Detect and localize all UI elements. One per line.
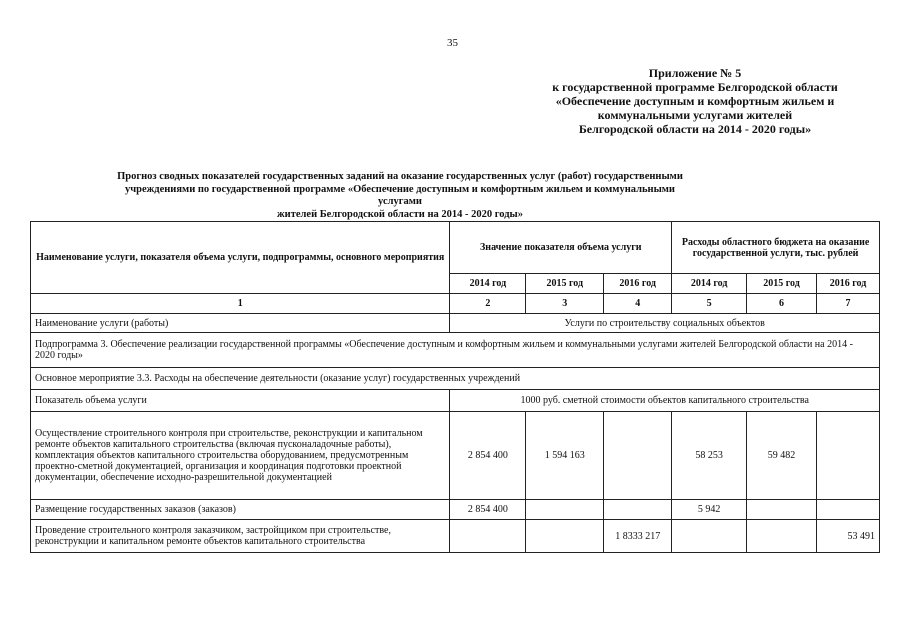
header-year-vol-2016: 2016 год (604, 274, 672, 294)
col-number: 4 (604, 294, 672, 314)
forecast-table (30, 221, 880, 553)
service-label: Наименование услуги (работы) (31, 314, 450, 333)
table-cell-value (817, 412, 880, 500)
table-cell-value (604, 412, 672, 500)
service-value: Услуги по строительству социальных объектов (450, 314, 880, 333)
table-cell-value: 1 594 163 (526, 412, 604, 500)
table-cell-value (747, 520, 817, 553)
table-cell-value: 59 482 (747, 412, 817, 500)
header-year-exp-2015: 2015 год (747, 274, 817, 294)
title-line-1: Прогноз сводных показателей государственных заданий на оказание государственных услуг (работ) государственными (117, 171, 683, 182)
appendix-block (525, 66, 865, 136)
header-name: Наименование услуги, показателя объема услуги, подпрограммы, основного мероприятия (31, 222, 450, 294)
document-title (110, 171, 690, 221)
col-number: 1 (31, 294, 450, 314)
table-cell-value (526, 500, 604, 520)
table-cell-value (604, 500, 672, 520)
page-number: 35 (447, 37, 458, 49)
col-number: 7 (817, 294, 880, 314)
table-cell-value: 2 854 400 (450, 412, 526, 500)
table-cell-value (526, 520, 604, 553)
header-volume: Значение показателя объема услуги (450, 222, 672, 274)
table-cell-value (747, 500, 817, 520)
table-cell-value (450, 520, 526, 553)
appendix-line-5: Белгородской области на 2014 - 2020 годы» (578, 122, 812, 136)
header-expenses: Расходы областного бюджета на оказание государственной услуги, тыс. рублей (672, 222, 880, 274)
col-number: 5 (672, 294, 747, 314)
table-cell-value: 58 253 (672, 412, 747, 500)
col-number: 6 (747, 294, 817, 314)
title-line-3: жителей Белгородской области на 2014 - 2020 годы» (277, 208, 523, 220)
col-number: 3 (526, 294, 604, 314)
appendix-line-2: к государственной программе Белгородской области (552, 80, 838, 94)
header-year-exp-2014: 2014 год (672, 274, 747, 294)
appendix-line-4: коммунальными услугами жителей (597, 108, 793, 122)
table-cell-value: 2 854 400 (450, 500, 526, 520)
table-cell-value (817, 500, 880, 520)
appendix-line-3: «Обеспечение доступным и комфортным жильем и (555, 94, 835, 108)
header-year-vol-2014: 2014 год (450, 274, 526, 294)
table-cell-value (672, 520, 747, 553)
col-number: 2 (450, 294, 526, 314)
table-cell-value: 5 942 (672, 500, 747, 520)
indicator-value: 1000 руб. сметной стоимости объектов капитального строительства (450, 390, 880, 412)
indicator-label: Показатель объема услуги (31, 390, 450, 412)
appendix-line-1: Приложение № 5 (648, 66, 742, 80)
table-row-name: Размещение государственных заказов (заказов) (31, 500, 450, 520)
title-line-2: учреждениями по государственной программе «Обеспечение доступным и комфортным жильем и коммунальными услугами (125, 183, 675, 207)
header-year-vol-2015: 2015 год (526, 274, 604, 294)
header-year-exp-2016: 2016 год (817, 274, 880, 294)
table-row-name: Проведение строительного контроля заказчиком, застройщиком при строительстве, реконструкции и капитальном ремонте объектов капитального строительства (31, 520, 450, 553)
table-cell-value: 1 8333 217 (604, 520, 672, 553)
main-measure-row: Основное мероприятие 3.3. Расходы на обеспечение деятельности (оказание услуг) государственных учреждений (31, 368, 880, 390)
table-row-name: Осуществление строительного контроля при строительстве, реконструкции и капитальном ремонте объектов капитального строительства (включая пусконаладочные работы), комплектация объектов капитального строительства оборудованием, предусмотренным проектно-сметной документацией, организация и координация подготовки проектной документации, обеспечение исходно-разрешительной документацией (31, 412, 450, 500)
table-cell-value: 53 491 (817, 520, 880, 553)
subprogram-row: Подпрограмма 3. Обеспечение реализации государственной программы «Обеспечение доступным и комфортным жильем и коммунальными услугами жителей Белгородской области на 2014 - 2020 годы» (31, 333, 880, 368)
